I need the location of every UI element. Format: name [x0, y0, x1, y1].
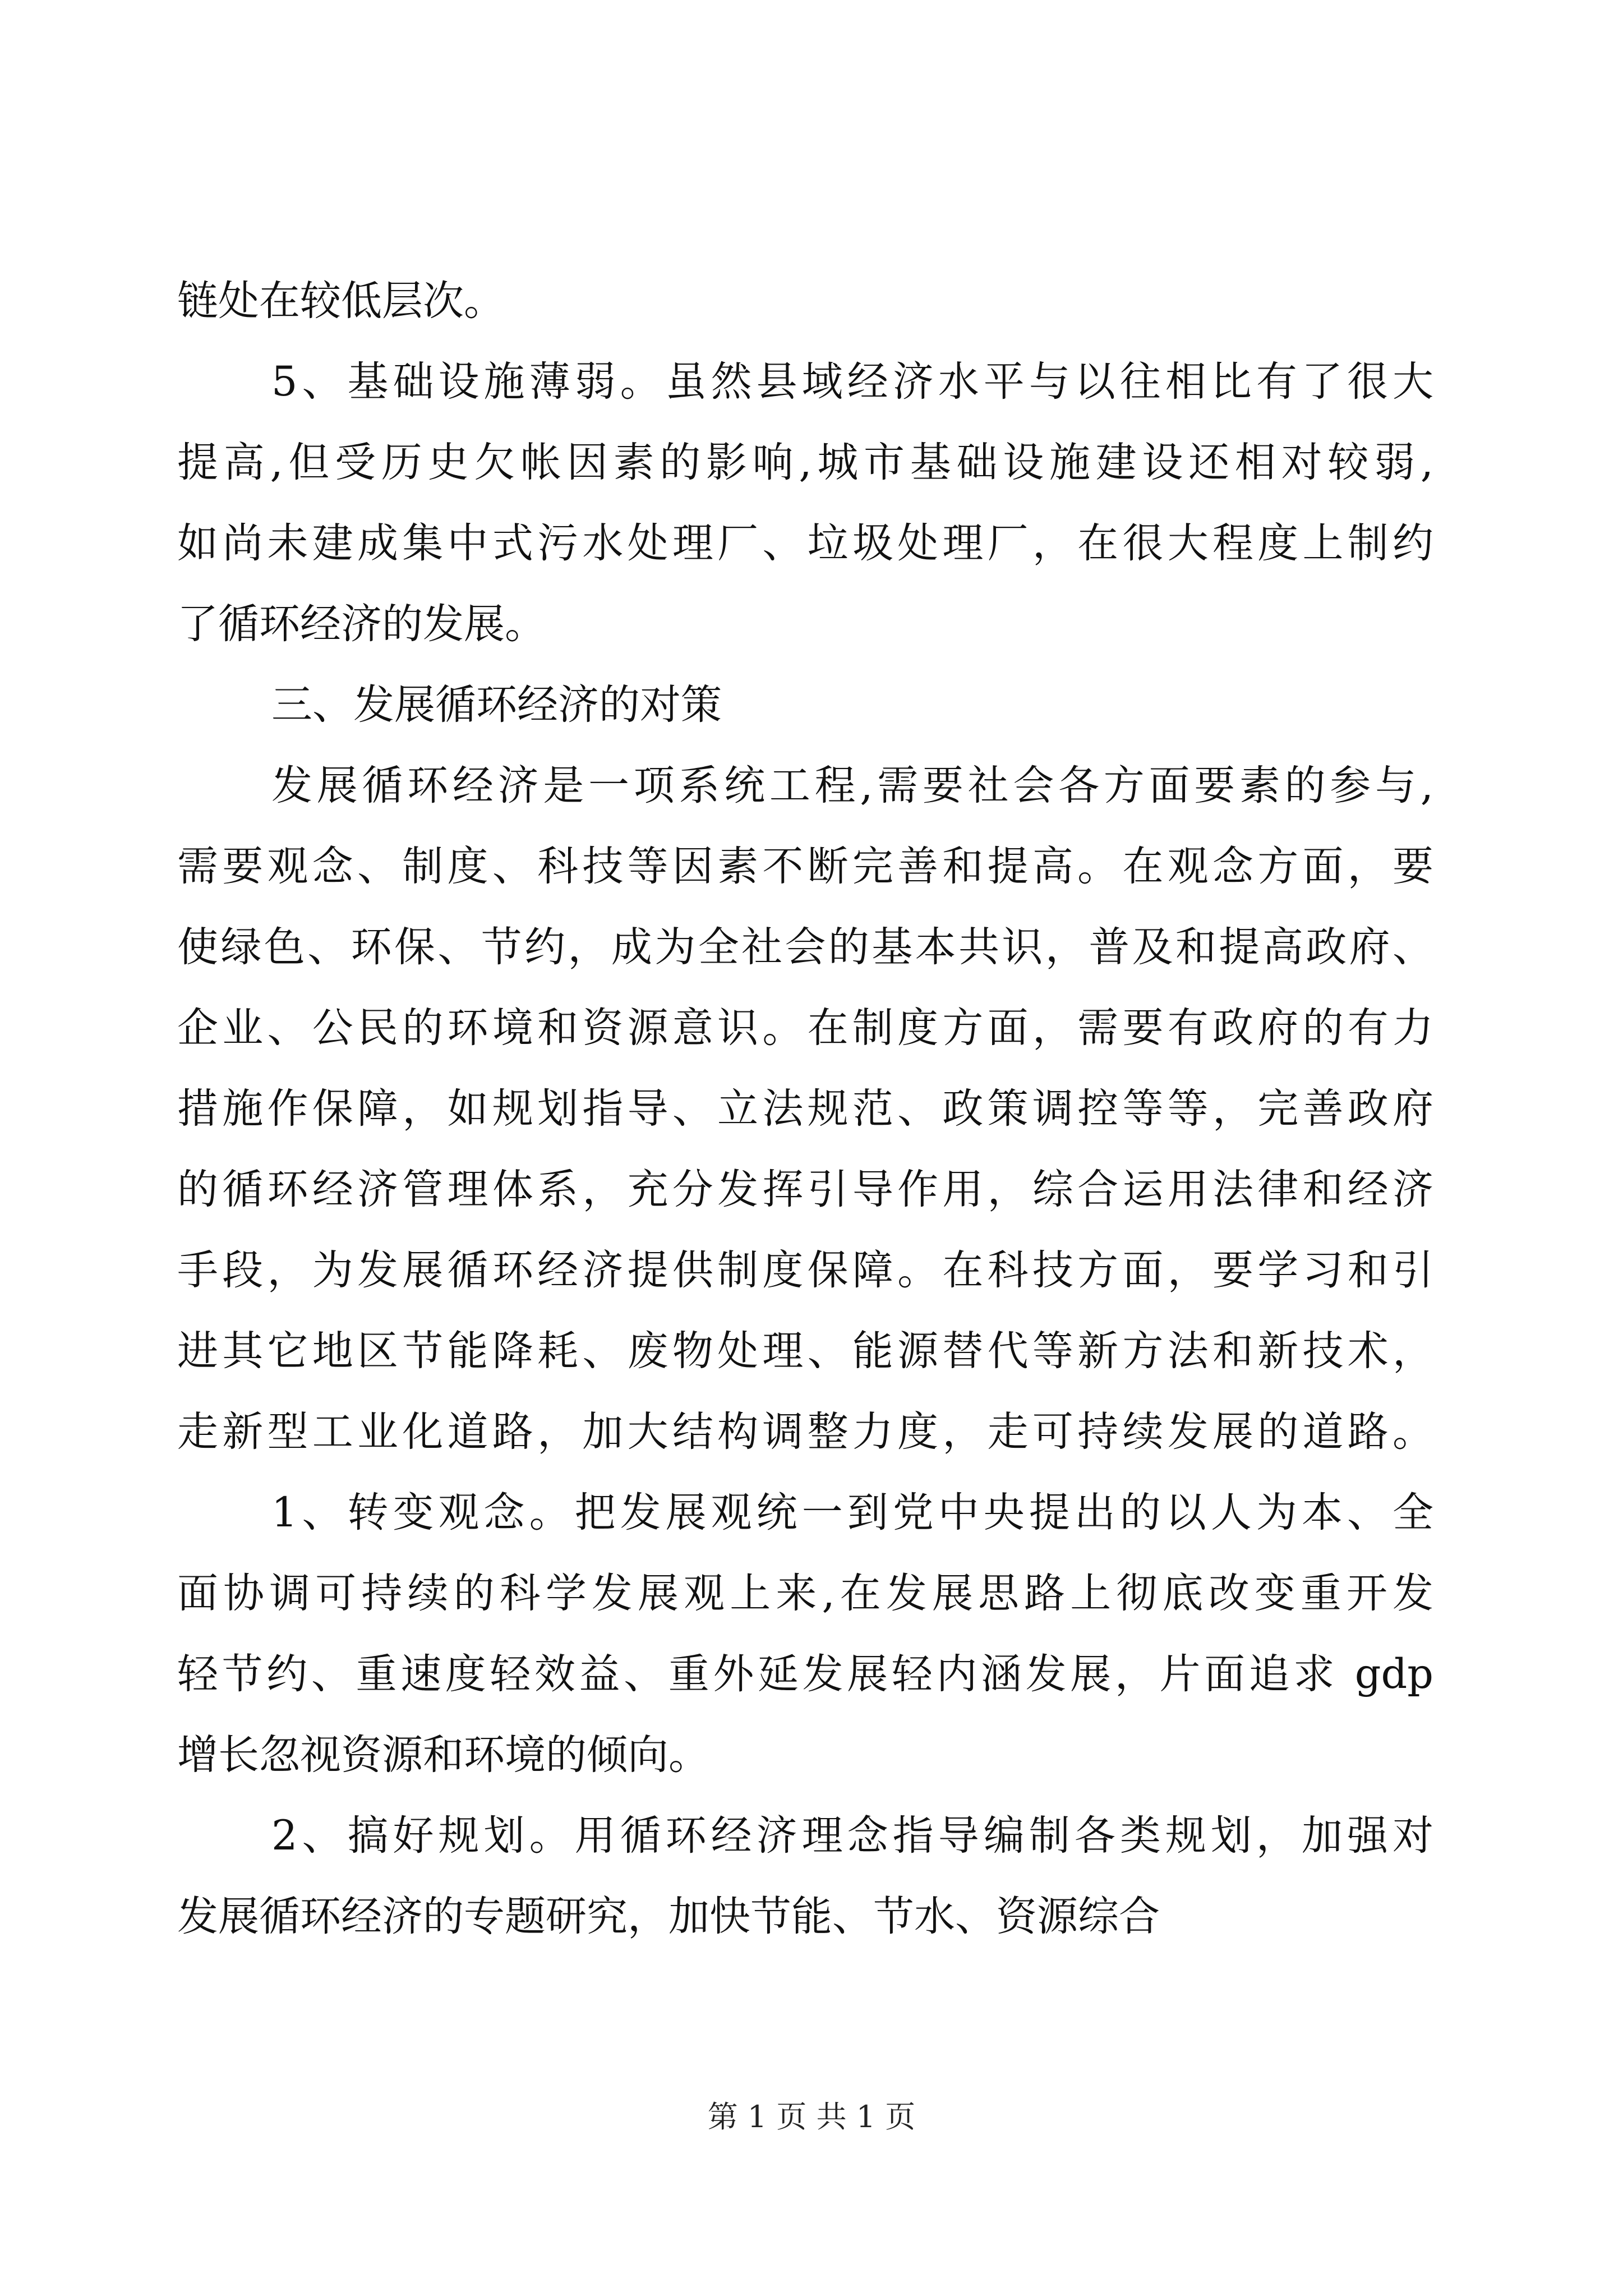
page-number: 第 1 页 共 1 页 — [707, 2099, 916, 2134]
text-line: 走新型工业化道路，加大结构调整力度，走可持续发展的道路。 — [177, 1408, 1433, 1456]
text-line: 的循环经济管理体系，充分发挥引导作用，综合运用法律和经济 — [177, 1166, 1433, 1213]
text-line: 发展循环经济是一项系统工程,需要社会各方面要素的参与, — [271, 762, 1433, 809]
text-line: 提高,但受历史欠帐因素的影响,城市基础设施建设还相对较弱, — [177, 439, 1433, 486]
text-line: 2、搞好规划。用循环经济理念指导编制各类规划，加强对 — [271, 1812, 1433, 1860]
text-line: 进其它地区节能降耗、废物处理、能源替代等新方法和新技术， — [177, 1327, 1433, 1375]
text-line: 使绿色、环保、节约，成为全社会的基本共识，普及和提高政府、 — [177, 923, 1433, 971]
text-line: 5、基础设施薄弱。虽然县域经济水平与以往相比有了很大 — [271, 358, 1433, 406]
text-line: 链处在较低层次。 — [177, 277, 505, 325]
section-heading: 三、发展循环经济的对策 — [271, 681, 722, 729]
text-line: 手段，为发展循环经济提供制度保障。在科技方面，要学习和引 — [177, 1246, 1433, 1294]
text-line: 面协调可持续的科学发展观上来,在发展思路上彻底改变重开发 — [177, 1570, 1433, 1617]
text-line: 需要观念、制度、科技等因素不断完善和提高。在观念方面，要 — [177, 843, 1433, 890]
text-line: 增长忽视资源和环境的倾向。 — [177, 1731, 709, 1779]
text-line: 企业、公民的环境和资源意识。在制度方面，需要有政府的有力 — [177, 1004, 1433, 1052]
document-body — [177, 261, 1433, 1957]
text-line: 发展循环经济的专题研究，加快节能、节水、资源综合 — [177, 1893, 1160, 1940]
text-line: 1、转变观念。把发展观统一到党中央提出的以人为本、全 — [271, 1489, 1433, 1536]
text-line: 了循环经济的发展。 — [177, 600, 546, 648]
text-line: 如尚未建成集中式污水处理厂、垃圾处理厂，在很大程度上制约 — [177, 519, 1433, 567]
text-line: 轻节约、重速度轻效益、重外延发展轻内涵发展，片面追求 gdp — [177, 1650, 1433, 1698]
text-line: 措施作保障，如规划指导、立法规范、政策调控等等，完善政府 — [177, 1085, 1433, 1133]
